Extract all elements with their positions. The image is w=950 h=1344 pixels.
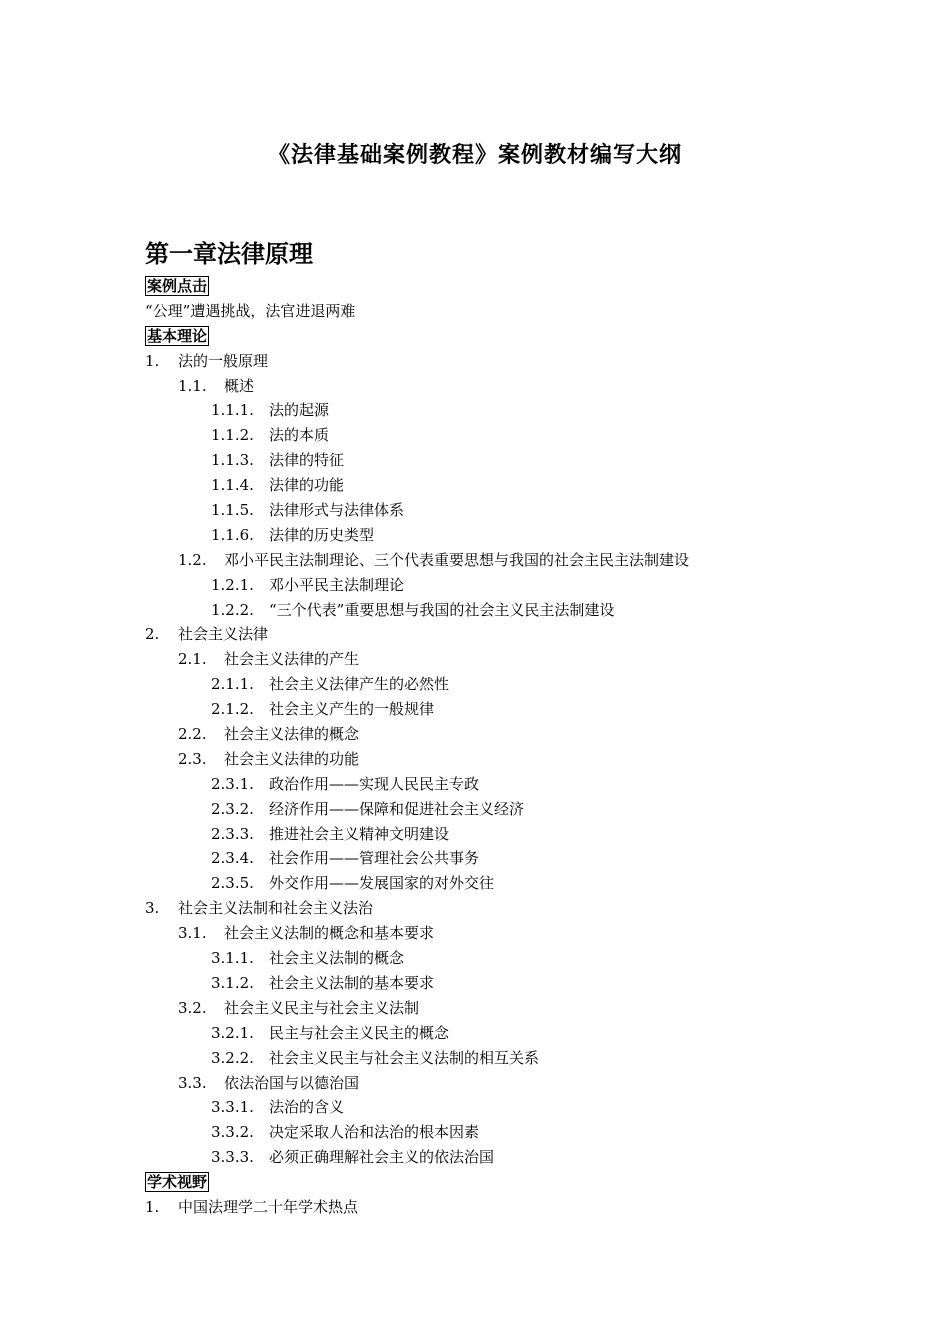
outline-item-l1 <box>145 896 865 921</box>
outline-item-l3 <box>145 1046 865 1071</box>
outline-text: 邓小平民主法制理论、三个代表重要思想与我国的社会主民主法制建设 <box>224 550 690 569</box>
outline-text: 社会主义法制的基本要求 <box>269 973 435 992</box>
outline-text: 决定采取人治和法治的根本因素 <box>269 1123 480 1142</box>
section-label: 基本理论 <box>147 326 208 345</box>
outline-number: 2.1.1. <box>211 675 254 694</box>
outline-text: 必须正确理解社会主义的依法治国 <box>269 1148 495 1167</box>
outline-item-l1 <box>145 622 865 647</box>
outline-item-l2 <box>145 647 865 672</box>
outline-text: 社会主义产生的一般规律 <box>269 700 435 719</box>
outline-item-l3 <box>145 846 865 871</box>
outline-text: 法律的功能 <box>269 476 345 495</box>
outline-text: 社会主义法律的功能 <box>224 749 360 768</box>
section-label: 学术视野 <box>147 1173 208 1192</box>
outline-text: 依法治国与以德治国 <box>224 1073 360 1092</box>
outline-number: 3.1.1. <box>211 949 254 968</box>
outline-item-l3 <box>145 1120 865 1145</box>
outline-item-l2 <box>145 722 865 747</box>
outline-text: 法律的特征 <box>269 451 345 470</box>
outline-item-l2 <box>145 996 865 1021</box>
outline-item-l3 <box>145 498 865 523</box>
outline-text: 法律形式与法律体系 <box>269 501 405 520</box>
outline-item-l3 <box>145 946 865 971</box>
outline-number: 3.2.2. <box>211 1048 254 1067</box>
outline-number: 1.1.1. <box>211 401 254 420</box>
outline-number: 3.3. <box>178 1073 207 1092</box>
outline-number: 1.1.6. <box>211 525 254 544</box>
outline-text: 社会作用——管理社会公共事务 <box>269 849 480 868</box>
outline-item-l3 <box>145 448 865 473</box>
outline-number: 3. <box>145 899 160 918</box>
outline-text: 经济作用——保障和促进社会主义经济 <box>269 799 525 818</box>
outline-item-l3 <box>145 1021 865 1046</box>
outline-text: 社会主义民主与社会主义法制 <box>224 998 420 1017</box>
outline-number: 1. <box>145 1197 160 1216</box>
outline-text: 民主与社会主义民主的概念 <box>269 1023 450 1042</box>
outline-text: 外交作用——发展国家的对外交往 <box>269 874 495 893</box>
outline-item-l3 <box>145 473 865 498</box>
outline-item-l3 <box>145 598 865 623</box>
outline-number: 1.2. <box>178 550 207 569</box>
outline-item-l3 <box>145 398 865 423</box>
outline-item-l1 <box>145 1195 865 1220</box>
outline-text: 邓小平民主法制理论 <box>269 575 405 594</box>
outline-text: 政治作用——实现人民民主专政 <box>269 774 480 793</box>
outline-item-l3 <box>145 797 865 822</box>
outline-item-l3 <box>145 772 865 797</box>
outline-body <box>145 274 865 1220</box>
outline-number: 1.1.2. <box>211 426 254 445</box>
outline-text: 中国法理学二十年学术热点 <box>178 1197 359 1216</box>
section-label-row <box>145 1170 865 1195</box>
section-label-row <box>145 274 865 299</box>
outline-text: 社会主义法制的概念和基本要求 <box>224 924 435 943</box>
outline-item-l3 <box>145 573 865 598</box>
outline-text: 社会主义法制的概念 <box>269 949 405 968</box>
section-label-row <box>145 324 865 349</box>
chapter-heading: 第一章法律原理 <box>145 240 313 268</box>
outline-item-l3 <box>145 1145 865 1170</box>
outline-number: 2.1. <box>178 650 207 669</box>
outline-text: 推进社会主义精神文明建设 <box>269 824 450 843</box>
outline-text: 法治的含义 <box>269 1098 345 1117</box>
outline-text: 法的起源 <box>269 401 330 420</box>
outline-item-l3 <box>145 697 865 722</box>
outline-number: 2. <box>145 625 160 644</box>
outline-number: 3.3.1. <box>211 1098 254 1117</box>
outline-text: 社会主义法制和社会主义法治 <box>178 899 374 918</box>
outline-number: 2.3.1. <box>211 774 254 793</box>
case-text: “公理”遭遇挑战，法官进退两难 <box>145 301 356 320</box>
outline-number: 2.2. <box>178 725 207 744</box>
outline-item-l2 <box>145 921 865 946</box>
outline-text: 法律的历史类型 <box>269 525 375 544</box>
outline-number: 3.2.1. <box>211 1023 254 1042</box>
outline-item-l3 <box>145 523 865 548</box>
outline-text: 社会主义民主与社会主义法制的相互关系 <box>269 1048 540 1067</box>
outline-number: 3.3.2. <box>211 1123 254 1142</box>
outline-number: 2.3.3. <box>211 824 254 843</box>
outline-text: 社会主义法律 <box>178 625 269 644</box>
outline-text: 概述 <box>224 376 255 395</box>
outline-item-l2 <box>145 747 865 772</box>
outline-text: 社会主义法律产生的必然性 <box>269 675 450 694</box>
outline-text: 社会主义法律的概念 <box>224 725 360 744</box>
outline-text: 社会主义法律的产生 <box>224 650 360 669</box>
outline-number: 1.1.4. <box>211 476 254 495</box>
outline-item-l1 <box>145 349 865 374</box>
outline-text: 法的一般原理 <box>178 351 269 370</box>
outline-item-l2 <box>145 1071 865 1096</box>
outline-number: 1.2.1. <box>211 575 254 594</box>
section-label: 案例点击 <box>147 277 208 295</box>
outline-text: “三个代表”重要思想与我国的社会主义民主法制建设 <box>269 600 615 619</box>
outline-number: 1.1. <box>178 376 207 395</box>
outline-text: 法的本质 <box>269 426 330 445</box>
outline-number: 2.3.2. <box>211 799 254 818</box>
outline-number: 3.2. <box>178 998 207 1017</box>
document-title: 《法律基础案例教程》案例教材编写大纲 <box>267 143 682 168</box>
outline-number: 2.3.5. <box>211 874 254 893</box>
outline-item-l3 <box>145 971 865 996</box>
outline-number: 1.2.2. <box>211 600 254 619</box>
outline-number: 3.1.2. <box>211 973 254 992</box>
outline-item-l3 <box>145 1095 865 1120</box>
outline-number: 1. <box>145 351 160 370</box>
outline-item-l3 <box>145 871 865 896</box>
outline-number: 3.1. <box>178 924 207 943</box>
outline-number: 3.3.3. <box>211 1148 254 1167</box>
outline-item-l2 <box>145 548 865 573</box>
outline-item-l3 <box>145 423 865 448</box>
outline-number: 1.1.5. <box>211 501 254 520</box>
outline-item-l2 <box>145 374 865 399</box>
outline-number: 2.3.4. <box>211 849 254 868</box>
outline-item-l3 <box>145 822 865 847</box>
outline-item-l3 <box>145 672 865 697</box>
outline-number: 2.1.2. <box>211 700 254 719</box>
outline-number: 1.1.3. <box>211 451 254 470</box>
outline-number: 2.3. <box>178 749 207 768</box>
